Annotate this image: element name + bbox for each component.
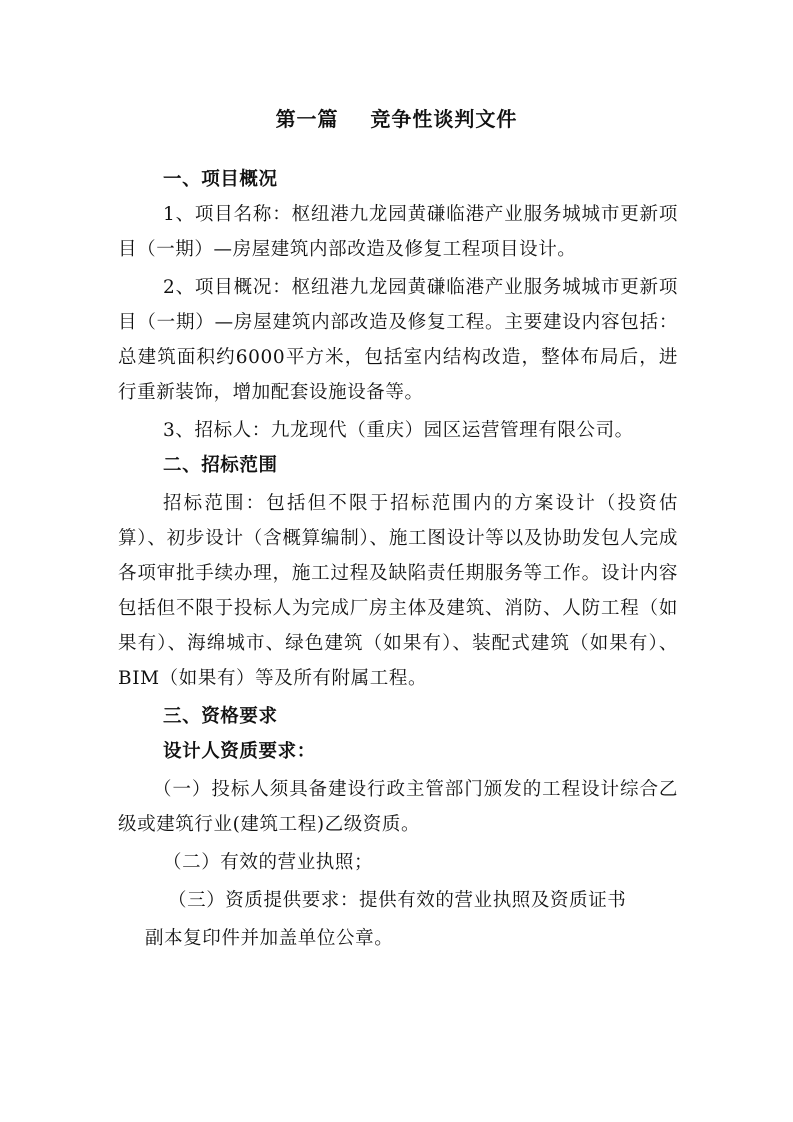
qualification-item-3-line-2: 副本复印件并加盖单位公章。: [145, 928, 394, 949]
bid-scope-paragraph: 招标范围：包括但不限于招标范围内的方案设计（投资估算）、初步设计（含概算编制）、施工图设计等以及协助发包人完成各项审批手续办理，施工过程及缺陷责任期服务等工作。设计内容包括但不限于投标人为完成厂房主体及建筑、消防、人防工程（如果有）、海绵城市、绿色建筑（如果有）、装配式建筑（如果有）、BIM（如果有）等及所有附属工程。: [118, 493, 678, 689]
qualification-item-1: （一）投标人须具备建设行政主管部门颁发的工程设计综合乙级或建筑行业(建筑工程)乙级资质。: [118, 779, 678, 835]
section-heading-project-overview: 一、项目概况: [163, 169, 278, 190]
section-heading-bid-scope: 二、招标范围: [163, 455, 278, 476]
project-name-paragraph: 1、项目名称：枢纽港九龙园黄磏临港产业服务城城市更新项目（一期）—房屋建筑内部改造及修复工程项目设计。: [118, 204, 678, 260]
project-overview-paragraph: 2、项目概况：枢纽港九龙园黄磏临港产业服务城城市更新项目（一期）—房屋建筑内部改造及修复工程。主要建设内容包括：总建筑面积约6000平方米，包括室内结构改造，整体布局后，进行重新装饰，增加配套设施设备等。: [118, 277, 678, 403]
tenderer-paragraph: 3、招标人：九龙现代（重庆）园区运营管理有限公司。: [163, 420, 634, 441]
document-title: 第一篇 竞争性谈判文件: [275, 107, 518, 131]
qualification-item-2: （二）有效的营业执照；: [163, 852, 374, 873]
designer-qualification-subheading: 设计人资质要求：: [163, 741, 316, 762]
document-body: [118, 162, 678, 956]
section-heading-qualification: 三、资格要求: [163, 706, 278, 727]
qualification-item-3-line-1: （三）资质提供要求：提供有效的营业执照及资质证书: [168, 890, 627, 911]
